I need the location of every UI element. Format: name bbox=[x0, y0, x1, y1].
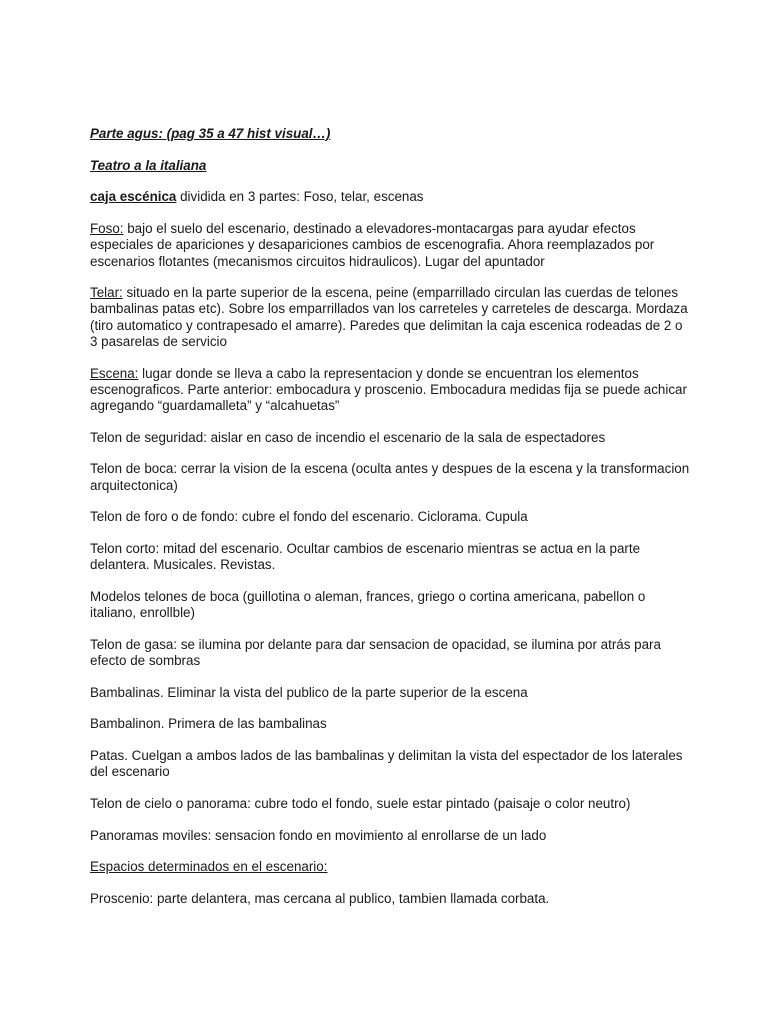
paragraph-telon-boca: Telon de boca: cerrar la vision de la escena (oculta antes y despues de la escena y la transformacion arquitectonica) bbox=[90, 461, 690, 493]
term-escena: Escena: bbox=[90, 365, 139, 381]
heading-espacios bbox=[90, 859, 690, 875]
text-escena: lugar donde se lleva a cabo la representacion y donde se encuentran los elementos escenograficos. Parte anterior: embocadura y proscenio. Embocadura medidas fija se puede achicar agregando “guardamalleta” y “alcahuetas” bbox=[90, 365, 687, 413]
term-foso: Foso: bbox=[90, 221, 124, 237]
paragraph-telon-foro: Telon de foro o de fondo: cubre el fondo del escenario. Ciclorama. Cupula bbox=[90, 509, 528, 525]
paragraph-modelos-telones: Modelos telones de boca (guillotina o aleman, frances, griego o cortina americana, pabellon o italiano, enrollble) bbox=[90, 588, 646, 621]
text-caja-escenica: dividida en 3 partes: Foso, telar, escenas bbox=[176, 189, 424, 205]
term-caja-escenica: caja escénica bbox=[90, 189, 177, 205]
heading-teatro-italiana-text: Teatro a la italiana bbox=[90, 157, 207, 173]
paragraph-panoramas-moviles: Panoramas moviles: sensacion fondo en movimiento al enrollarse de un lado bbox=[90, 827, 547, 843]
paragraph-caja-escenica bbox=[90, 189, 690, 205]
text-foso: bajo el suelo del escenario, destinado a elevadores-montacargas para ayudar efectos especiales de apariciones y desapariciones cambios de escenografia. Ahora reemplazados por escenarios flotantes (mecanismos circuitos hidraulicos). Lugar del apuntador bbox=[90, 221, 655, 269]
paragraph-patas: Patas. Cuelgan a ambos lados de las bambalinas y delimitan la vista del espectador de los laterales del escenario bbox=[90, 748, 683, 780]
heading-teatro-italiana bbox=[90, 158, 690, 174]
text-telar: situado en la parte superior de la escena, peine (emparrillado circulan las cuerdas de telones bambalinas patas etc). Sobre los emparrillados van los carreteles y carreteles de descarga. Mordaza (tiro automatico y contrapesado el amarre). Paredes que delimitan la caja escenica rodeadas de 2 o 3 pasarelas de servicio bbox=[90, 285, 688, 349]
paragraph-telar bbox=[90, 285, 690, 350]
paragraph-telon-seguridad: Telon de seguridad: aislar en caso de incendio el escenario de la sala de espectadores bbox=[90, 429, 606, 445]
paragraph-escena bbox=[90, 366, 690, 415]
paragraph-bambalinon: Bambalinon. Primera de las bambalinas bbox=[90, 716, 327, 732]
paragraph-bambalinas: Bambalinas. Eliminar la vista del publico de la parte superior de la escena bbox=[90, 684, 528, 700]
document-body bbox=[90, 126, 690, 923]
paragraph-proscenio: Proscenio: parte delantera, mas cercana al publico, tambien llamada corbata. bbox=[90, 891, 550, 907]
heading-parte-agus-text: Parte agus: (pag 35 a 47 hist visual…) bbox=[90, 126, 331, 141]
paragraph-telon-cielo: Telon de cielo o panorama: cubre todo el fondo, suele estar pintado (paisaje o color neutro) bbox=[90, 795, 631, 811]
heading-parte-agus bbox=[90, 126, 690, 142]
paragraph-foso bbox=[90, 221, 690, 270]
term-telar: Telar: bbox=[90, 285, 123, 301]
heading-espacios-text: Espacios determinados en el escenario: bbox=[90, 859, 328, 875]
paragraph-telon-corto: Telon corto: mitad del escenario. Ocultar cambios de escenario mientras se actua en la parte delantera. Musicales. Revistas. bbox=[90, 540, 641, 573]
paragraph-telon-gasa: Telon de gasa: se ilumina por delante para dar sensacion de opacidad, se ilumina por atrás para efecto de sombras bbox=[90, 636, 661, 668]
